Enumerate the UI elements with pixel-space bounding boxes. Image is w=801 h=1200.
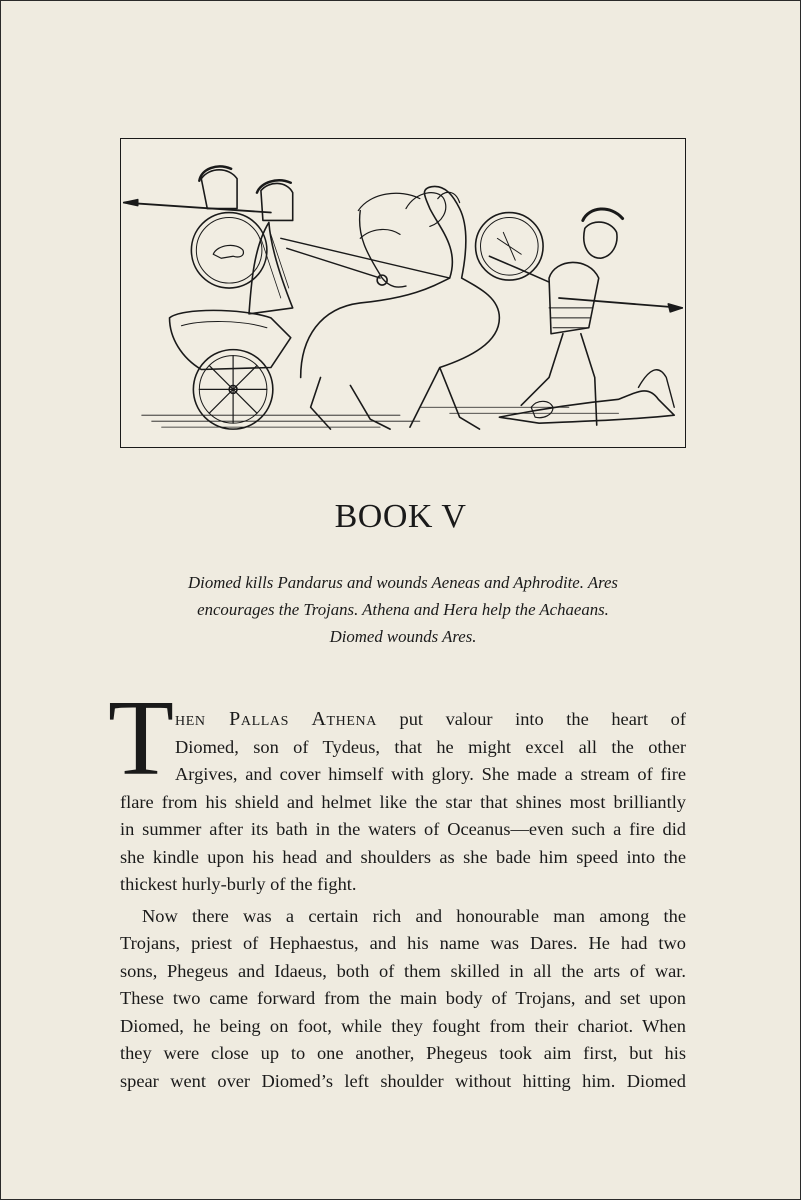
text-line: Diomed, son of Tydeus, that he might excel all the other: [175, 736, 686, 757]
text-line: in summer after its bath in the waters of Oceanus—even such a fire did: [120, 819, 686, 839]
text-line: flare from his shield and helmet like the star that shines most brilliantly: [120, 791, 686, 812]
text-line: spear went over Diomed’s left shoulder without hitting him. Diomed: [120, 1070, 686, 1091]
text-line: Trojans, priest of Hephaestus, and his name was Dares. He had two: [120, 933, 686, 953]
text-line: Diomed, he being on foot, while they fought from their chariot. When: [120, 1015, 686, 1036]
text-line: These two came forward from the main body of Trojans, and set upon: [120, 988, 686, 1008]
small-caps-lead: hen Pallas Athena: [175, 708, 377, 730]
text-line: they were close up to one another, Phegeus took aim first, but his: [120, 1043, 686, 1063]
chariot-battle-illustration: [120, 138, 686, 448]
text-line: Now there was a certain rich and honourable man among the: [142, 905, 686, 926]
book-title: BOOK V: [334, 498, 467, 535]
summary-line: Diomed wounds Ares.: [329, 627, 477, 646]
text-line: Argives, and cover himself with glory. She made a stream of fire: [175, 764, 686, 784]
text-line: sons, Phegeus and Idaeus, both of them skilled in all the arts of war.: [120, 960, 686, 981]
text-line: she kindle upon his head and shoulders as she bade him speed into the: [120, 846, 686, 867]
chapter-summary: [150, 569, 656, 650]
text-line-rest: put valour into the heart of: [376, 709, 686, 729]
paragraph-1: [108, 679, 686, 899]
engraving-icon: [121, 139, 685, 447]
text-line: [120, 706, 686, 734]
body-text: [108, 679, 686, 1095]
summary-line: encourages the Trojans. Athena and Hera help the Achaeans.: [197, 600, 609, 619]
drop-cap: T: [108, 679, 174, 798]
summary-line: Diomed kills Pandarus and wounds Aeneas and Aphrodite. Ares: [188, 573, 618, 592]
paragraph-2: [120, 903, 686, 1096]
text-line: thickest hurly-burly of the fight.: [120, 874, 357, 894]
